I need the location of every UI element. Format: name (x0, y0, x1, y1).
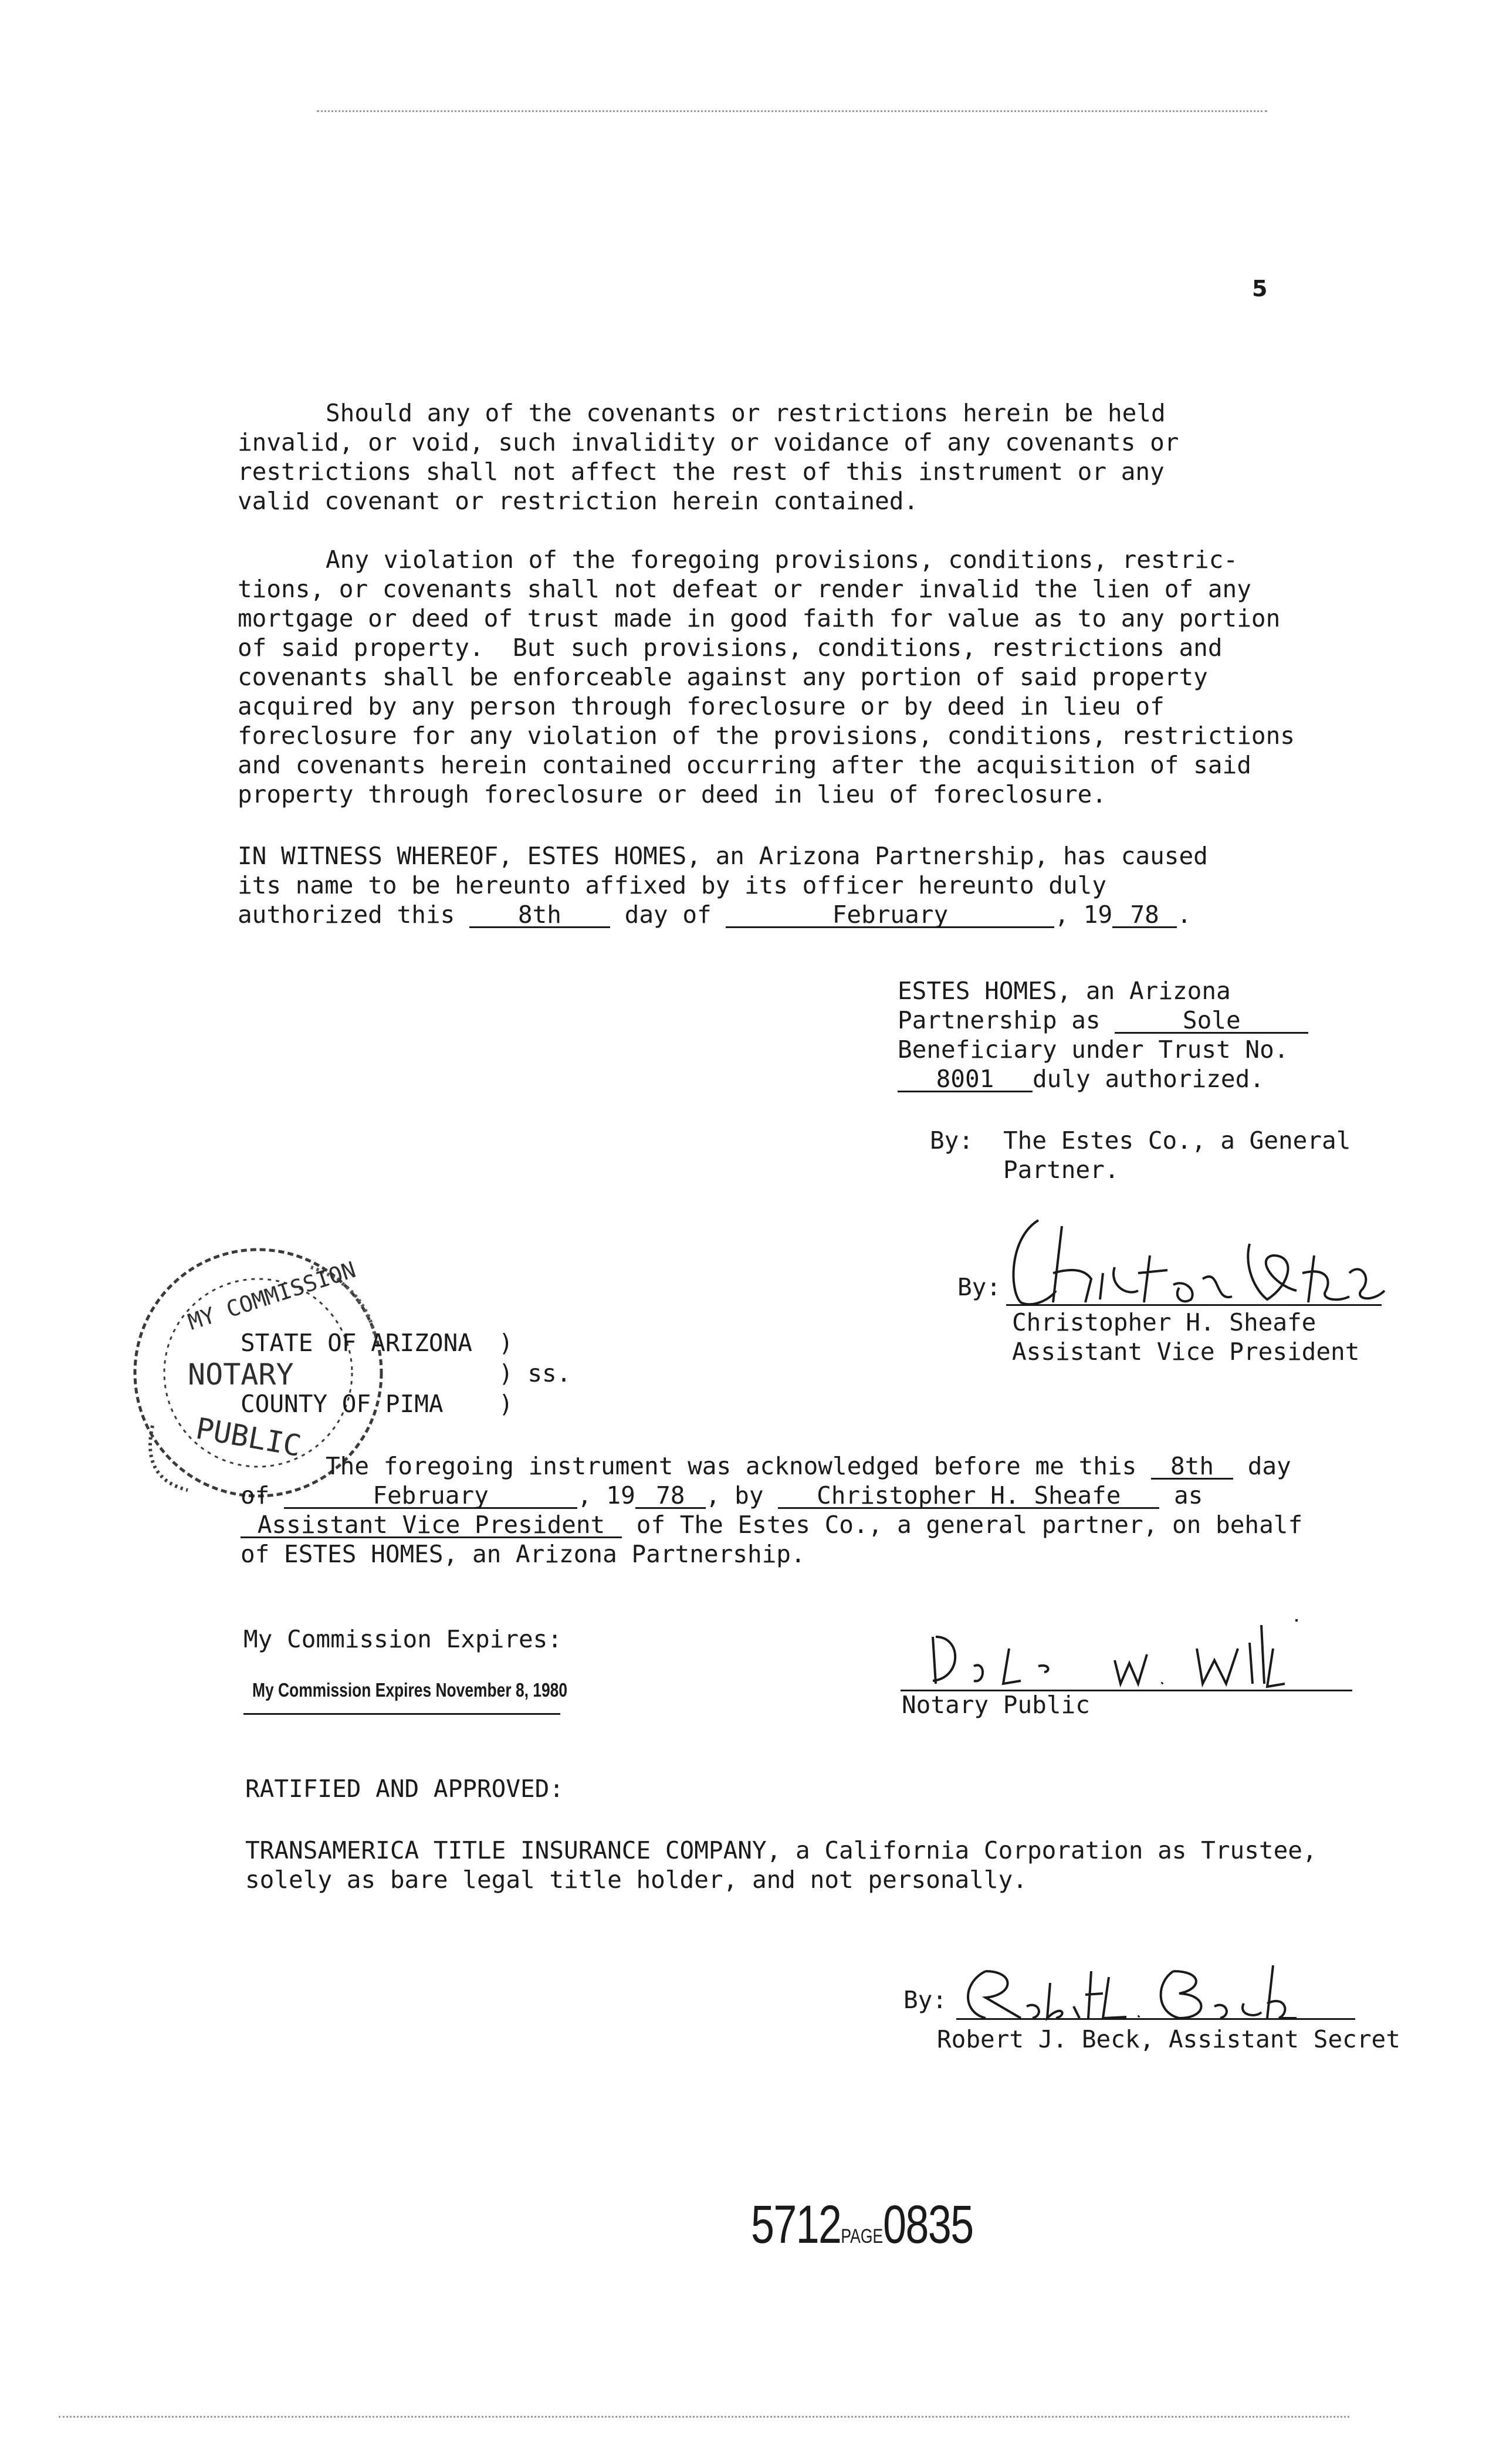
trust-number-field: 8001 (898, 1067, 1033, 1092)
ack-year-prefix: , 19 (577, 1481, 635, 1509)
witness-date-line (238, 901, 1192, 929)
ack-as-label: as (1173, 1481, 1203, 1509)
text-line: Any violation of the foregoing provisions, conditions, restric- (326, 546, 1238, 574)
text-line (898, 1065, 1264, 1094)
role-field: Sole (1115, 1008, 1308, 1034)
ack-day-field: 8th (1151, 1454, 1233, 1480)
ack-person-field: Christopher H. Sheafe (778, 1484, 1159, 1509)
ack-line-2 (241, 1481, 1203, 1510)
recording-book: 5712 (751, 2195, 841, 2255)
seal-top-text: MY COMMISSION (185, 1256, 359, 1335)
venue-paren-1: ) (499, 1329, 513, 1357)
text-line: mortgage or deed of trust made in good faith for value as to any portion (238, 604, 1281, 632)
scan-artifact-top (317, 110, 1267, 112)
year-prefix: , 19 (1054, 901, 1113, 929)
ack-line-3 (241, 1511, 1302, 1539)
text-line: invalid, or void, such invalidity or voidance of any covenants or (238, 428, 1179, 456)
notary-public-label: Notary Public (902, 1691, 1090, 1719)
ack-title-field: Assistant Vice President (241, 1513, 622, 1538)
signer-name: Christopher H. Sheafe (1012, 1308, 1316, 1336)
text-line: foreclosure for any violation of the provisions, conditions, restrictions (238, 722, 1295, 750)
period: . (1177, 901, 1192, 929)
signer-title: Assistant Vice President (1012, 1338, 1360, 1366)
ack-line-4: of ESTES HOMES, an Arizona Partnership. (241, 1540, 805, 1568)
text-line: its name to be hereunto affixed by its officer hereunto duly (238, 871, 1107, 899)
trustee-signer-name: Robert J. Beck, Assistant Secret (937, 2025, 1400, 2053)
recording-page: 0835 (883, 2195, 973, 2255)
day-field: 8th (469, 903, 610, 928)
by-entity-2: Partner. (1003, 1156, 1119, 1184)
venue-state: STATE OF ARIZONA (241, 1329, 472, 1357)
text-line: ESTES HOMES, an Arizona (898, 977, 1231, 1005)
ack-line-3-suffix: of The Estes Co., a general partner, on behalf (636, 1511, 1303, 1539)
text-line: tions, or covenants shall not defeat or render invalid the lien of any (238, 575, 1251, 603)
ack-day-label: day (1247, 1452, 1291, 1480)
commission-label: My Commission Expires: (243, 1625, 563, 1653)
day-of-label: day of (624, 901, 712, 929)
trustee-signature-line (956, 2018, 1355, 2020)
notary-signature (921, 1613, 1332, 1695)
by-entity: The Estes Co., a General (1003, 1126, 1351, 1155)
ack-prefix: The foregoing instrument was acknowledged before me this (326, 1452, 1137, 1480)
ack-of-label: of (241, 1481, 270, 1509)
recording-page-label: PAGE (841, 2225, 884, 2248)
by-label: By: (930, 1126, 974, 1155)
role-prefix: Partnership as (898, 1006, 1101, 1034)
signer-by-label: By: (957, 1273, 1001, 1301)
text-line (898, 1006, 1308, 1035)
signature-beck (950, 1948, 1361, 2036)
scan-artifact-bottom (59, 2416, 1349, 2418)
text-line: restrictions shall not affect the rest of this instrument or any (238, 458, 1165, 486)
recording-number (751, 2194, 973, 2256)
year-field: 78 (1112, 903, 1177, 928)
date-prefix: authorized this (238, 901, 455, 929)
venue-paren-3: ) (499, 1390, 513, 1418)
ack-year-field: 78 (635, 1484, 706, 1509)
seal-middle-text: NOTARY (188, 1358, 294, 1392)
ratified-heading: RATIFIED AND APPROVED: (245, 1775, 564, 1803)
commission-line (243, 1713, 560, 1715)
text-line: and covenants herein contained occurring after the acquisition of said (238, 751, 1251, 779)
venue-paren-2: ) ss. (499, 1359, 571, 1387)
page-number: 5 (1252, 276, 1268, 302)
text-line: acquired by any person through foreclosure or by deed in lieu of (238, 692, 1165, 720)
ack-by-label: , by (705, 1481, 764, 1509)
month-field: February (726, 903, 1054, 928)
text-line: valid covenant or restriction herein contained. (238, 487, 919, 515)
authorized-suffix: duly authorized. (1033, 1065, 1264, 1093)
commission-expiry-stamp: My Commission Expires November 8, 1980 (252, 1679, 568, 1701)
text-line: Beneficiary under Trust No. (898, 1035, 1289, 1064)
ack-line-1 (326, 1452, 1291, 1481)
text-line: covenants shall be enforceable against any portion of said property (238, 663, 1208, 691)
seal-bottom-text: PUBLIC (193, 1411, 304, 1464)
text-line: of said property. But such provisions, conditions, restrictions and (238, 634, 1223, 662)
text-line: IN WITNESS WHEREOF, ESTES HOMES, an Arizona Partnership, has caused (238, 842, 1208, 870)
text-line: property through foreclosure or deed in lieu of foreclosure. (238, 780, 1107, 808)
signature-sheafe (997, 1203, 1396, 1314)
ratified-line-1: TRANSAMERICA TITLE INSURANCE COMPANY, a California Corporation as Trustee, (245, 1836, 1317, 1864)
venue-county: COUNTY OF PIMA (241, 1390, 444, 1418)
trustee-by-label: By: (903, 1986, 947, 2014)
text-line: Should any of the covenants or restrictions herein be held (326, 399, 1166, 427)
ack-month-field: February (284, 1484, 577, 1509)
ratified-line-2: solely as bare legal title holder, and not personally. (245, 1866, 1027, 1894)
